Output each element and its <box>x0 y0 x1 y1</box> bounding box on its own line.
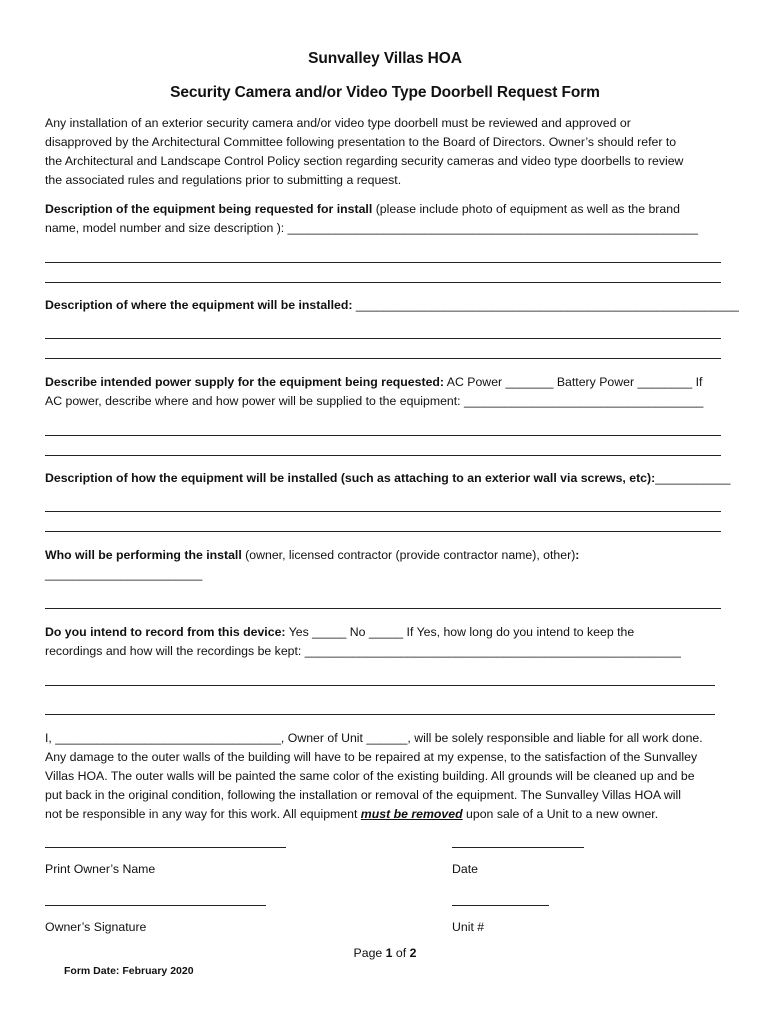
intro-line: the Architectural and Landscape Control Policy section regarding security cameras and video type doorbells to review <box>45 154 684 168</box>
location-answer-line[interactable] <box>45 358 721 359</box>
power-answer-line[interactable] <box>45 455 721 456</box>
equipment-question <box>45 200 725 238</box>
record-label: Do you intend to record from this device: <box>45 625 286 639</box>
installer-question: Who will be performing the install (owner, licensed contractor (provide contractor name), other): _______________________ <box>45 546 725 584</box>
intro-line: the associated rules and regulations prior to submitting a request. <box>45 173 402 187</box>
equipment-line2[interactable]: name, model number and size description ): ____________________________________________________________ <box>45 221 698 235</box>
method-label: Description of how the equipment will be installed (such as attaching to an exterior wall via screws, etc): <box>45 471 656 485</box>
date-line[interactable] <box>452 847 584 848</box>
liability-line[interactable]: I, _________________________________, Owner of Unit ______, will be solely responsible and liable for all work done. <box>45 731 703 745</box>
method-answer-line[interactable] <box>45 511 721 512</box>
print-name-label: Print Owner’s Name <box>45 862 156 876</box>
installer-label: Who will be performing the install <box>45 548 242 562</box>
unit-line[interactable] <box>452 905 549 906</box>
record-question <box>45 623 725 661</box>
equipment-note: (please include photo of equipment as well as the brand <box>372 202 680 216</box>
must-be-removed-emphasis: must be removed <box>360 807 463 821</box>
unit-label: Unit # <box>452 920 485 934</box>
ac-power-option[interactable]: AC Power _______ <box>444 375 554 389</box>
record-line2[interactable]: recordings and how will the recordings be kept: _______________________________________________________ <box>45 644 681 658</box>
liability-line: Villas HOA. The outer walls will be painted the same color of the existing building. All grounds will be cleaned up and be <box>45 769 695 783</box>
equipment-label: Description of the equipment being requested for install <box>45 202 373 216</box>
installer-blank[interactable]: _______________________ <box>45 567 203 581</box>
location-answer-line[interactable] <box>45 338 721 339</box>
record-answer-line[interactable] <box>45 685 715 686</box>
record-followup: If Yes, how long do you intend to keep the <box>403 625 635 639</box>
installer-answer-line[interactable] <box>45 608 721 609</box>
location-blank[interactable]: ________________________________________________________ <box>352 298 739 312</box>
location-label: Description of where the equipment will be installed: <box>45 298 353 312</box>
signature-label: Owner’s Signature <box>45 920 147 934</box>
liability-line: Any damage to the outer walls of the building will have to be repaired at my expense, to the satisfaction of the Sunvalley <box>45 750 698 764</box>
date-label: Date <box>452 862 478 876</box>
page-number: Page 1 of 2 <box>353 946 417 960</box>
print-name-line[interactable] <box>45 847 286 848</box>
equipment-answer-line[interactable] <box>45 282 721 283</box>
method-question <box>45 469 731 488</box>
intro-line: Any installation of an exterior security camera and/or video type doorbell must be reviewed and approved or <box>45 116 631 130</box>
power-answer-line[interactable] <box>45 435 721 436</box>
record-yes-option[interactable]: Yes _____ <box>285 625 347 639</box>
record-answer-line[interactable] <box>45 714 715 715</box>
signature-line[interactable] <box>45 905 266 906</box>
form-date: Form Date: February 2020 <box>64 965 194 977</box>
intro-paragraph <box>45 114 725 190</box>
method-answer-line[interactable] <box>45 531 721 532</box>
org-title: Sunvalley Villas HOA <box>308 50 462 67</box>
power-label: Describe intended power supply for the equipment being requested: <box>45 375 445 389</box>
equipment-answer-line[interactable] <box>45 262 721 263</box>
location-question <box>45 296 739 315</box>
method-blank[interactable]: ___________ <box>655 471 731 485</box>
intro-line: disapproved by the Architectural Committee following presentation to the Board of Directors. Owner’s should refer to <box>45 135 677 149</box>
form-title: Security Camera and/or Video Type Doorbell Request Form <box>170 84 600 101</box>
battery-power-option[interactable]: Battery Power ________ If <box>553 375 703 389</box>
installer-note: (owner, licensed contractor (provide contractor name), other) <box>241 548 576 562</box>
liability-line: put back in the original condition, following the installation or removal of the equipment. The Sunvalley Villas HOA will <box>45 788 681 802</box>
liability-paragraph: I, _________________________________, Owner of Unit ______, will be solely responsible and liable for all work done. Any damage to the outer walls of the building will have to be repaired at my expense, to the satisfaction of the Sunvalley Villas HOA. The outer walls will be painted the same color of the existing building. All grounds will be cleaned up and be put back in the original condition, following the installation or removal of the equipment. The Sunvalley Villas HOA will not be responsible in any way for this work. All equipment must be removed upon sale of a Unit to a new owner. <box>45 729 725 824</box>
power-line2[interactable]: AC power, describe where and how power will be supplied to the equipment: ___________________________________ <box>45 394 704 408</box>
power-question <box>45 373 725 411</box>
record-no-option[interactable]: No _____ <box>346 625 404 639</box>
